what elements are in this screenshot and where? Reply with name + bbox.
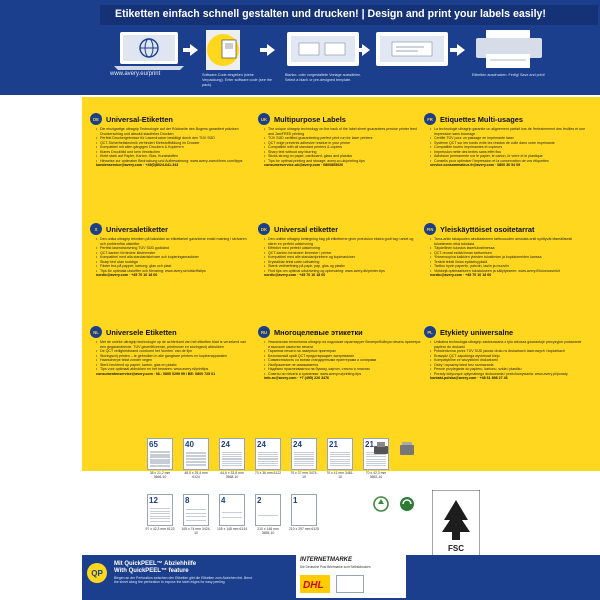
label-sheet-icon bbox=[147, 494, 173, 526]
product-dimensions: 97 x 42,3 mm 6123 bbox=[145, 527, 175, 531]
label-row-divider bbox=[330, 452, 350, 453]
label-row-divider bbox=[150, 508, 170, 509]
label-row-divider bbox=[258, 452, 278, 453]
corner-strip bbox=[0, 0, 100, 5]
label-row-divider bbox=[222, 456, 242, 457]
arrow-icon bbox=[267, 44, 275, 56]
feature-item: • Impression nette des textes sans effet flou bbox=[430, 150, 587, 155]
section-ru bbox=[258, 326, 421, 381]
copier-icon bbox=[398, 440, 416, 458]
labels-per-sheet: 24 bbox=[257, 440, 266, 449]
product-dimensions: 70 x 36 mm 6122 bbox=[254, 471, 282, 475]
feature-item: • Kompatibel med alle standardprintere og kopimaskiner bbox=[264, 255, 421, 260]
feature-item: • QCT edge prevents adhesive residue in your printer bbox=[264, 141, 421, 146]
quickpeel-title-en: With QuickPEEL™ feature bbox=[114, 568, 189, 574]
feature-item: • Изображение не смазывается bbox=[264, 363, 421, 368]
instructions-banner bbox=[100, 5, 598, 25]
section-fi bbox=[424, 223, 587, 278]
recycling-symbols bbox=[372, 495, 416, 525]
internetmarke-title: INTERNETMARKE bbox=[300, 557, 352, 563]
country-badge: FIN bbox=[424, 223, 436, 235]
product-item bbox=[145, 494, 175, 531]
country-badge: PL bbox=[424, 326, 436, 338]
label-row-divider bbox=[186, 513, 206, 514]
label-sheet-icon bbox=[255, 494, 281, 526]
product-dimensions: 38 x 21,2 mm 3666-10 bbox=[149, 471, 171, 479]
label-row-divider bbox=[150, 466, 170, 467]
arrow-icon bbox=[457, 44, 465, 56]
feature-item: • QCT-Sicherheitstechnik verhindert Klebstoffbildung im Drucker bbox=[96, 141, 253, 146]
step-caption: Etiketten ausdrucken. Fertig! Save and print! bbox=[472, 73, 545, 77]
quickpeel-title bbox=[114, 561, 196, 575]
label-row-divider bbox=[258, 515, 278, 516]
label-row-divider bbox=[186, 509, 206, 510]
product-item bbox=[181, 494, 211, 535]
label-row-divider bbox=[186, 516, 206, 517]
feature-item: • Unikalna technologia ultragrip zastosowana z tyłu arkusza gwarantuje precyzyjne podawanie papieru do drukarki bbox=[430, 340, 587, 349]
section-se bbox=[90, 223, 253, 278]
feature-item: • Système QCT sur les bords évite les résidus de colle dans votre imprimante bbox=[430, 141, 587, 146]
country-badge: UK bbox=[258, 113, 270, 125]
internetmarke-panel bbox=[296, 553, 406, 598]
feature-item: • Yhteensopiva kaikkien yleisten tulostimien ja kopiokoneiden kanssa bbox=[430, 255, 587, 260]
feature-item: • Stærk vedhæftning på papir, pap, glas og plastic bbox=[264, 264, 421, 269]
feature-list bbox=[264, 127, 421, 163]
contact-info: nordic@avery.com · +45 70 10 18 00 bbox=[96, 273, 158, 278]
label-row-divider bbox=[258, 459, 278, 460]
label-row-divider bbox=[222, 512, 242, 513]
contact-info: info-ru@avery.com · +7 (495) 226 3476 bbox=[264, 376, 330, 381]
design-screen-icon bbox=[374, 30, 454, 70]
feature-item: • Kompatibel mit allen gängigen Druckern & Kopierern bbox=[96, 145, 253, 150]
label-row-divider bbox=[294, 458, 314, 459]
compatibility-symbols bbox=[372, 440, 416, 470]
feature-item: • Совместимость со всеми стандартными принтерами и копирами bbox=[264, 358, 421, 363]
feature-item: • Sterk hechtend op papier, karton, glas en plastic bbox=[96, 363, 253, 368]
feature-item: • Met de unieke ultragrip technologie op de achterkant van het etiketten blad is verzekerd van een gegarandeerde, TÜV gecertificeerde, printinvoer en storingsvrij afdrukken bbox=[96, 340, 253, 349]
feature-item: • Certifié TÜV pour un passage en imprimante laser bbox=[430, 136, 587, 141]
label-row-divider bbox=[222, 465, 242, 466]
feature-item: • Kompatybilne ze wszystkimi drukarkami bbox=[430, 358, 587, 363]
product-item bbox=[181, 438, 211, 479]
section-dk bbox=[258, 223, 421, 278]
feature-item: • Täydellinen tulostus lasertulostimessa bbox=[430, 246, 587, 251]
labels-per-sheet: 40 bbox=[185, 440, 194, 449]
contact-info: kontakt-polska@avery.com · +48 61 898 27 46 bbox=[430, 376, 508, 381]
feature-item: • Adhésion permanente sur le papier, le carton, le verre et le plastique bbox=[430, 154, 587, 159]
product-item bbox=[253, 438, 283, 475]
product-item bbox=[325, 438, 355, 479]
product-item bbox=[145, 438, 175, 479]
feature-item: • Ostry i wyraźny tekst bez rozmazania bbox=[430, 363, 587, 368]
feature-item: • Pewne przyleganie do papieru, kartonu, szkła i plastiku bbox=[430, 367, 587, 372]
feature-item: • Compatible with all standard printers & copiers bbox=[264, 145, 421, 150]
feature-item: • De QCT veiligheidsrand voorkomt het 'klonten' van de lijm bbox=[96, 349, 253, 354]
feature-item: • Fäster bra på papper, kartong, glas och plast bbox=[96, 264, 253, 269]
feature-item: • Гарантия печати на лазерных принтерах bbox=[264, 349, 421, 354]
feature-item: • Уникальная технология ultragrip на подложке гарантирует бесперебойную печать принтера и высокое качество печати bbox=[264, 340, 421, 349]
label-row-divider bbox=[330, 463, 350, 464]
feature-list bbox=[96, 127, 253, 163]
feature-item: • Haarscherpe tekst zonder vegen bbox=[96, 358, 253, 363]
feature-item: • Den unikke ultragrip belægning bag på etiketterne giver præcision ekstra godt tag i arket og sikrer en perfekt udskrivning bbox=[264, 237, 421, 246]
label-row-divider bbox=[330, 461, 350, 462]
step-caption: Blanko- oder vorgestaltete Vorlage auswählen. Select a blank or pre-designed template. bbox=[285, 73, 362, 82]
contact-info: consumerservice-uk@avery.com · 0800805020 bbox=[264, 163, 344, 168]
product-dimensions: 70 x 42,3 mm 3652-10 bbox=[365, 471, 387, 479]
laser-printer-icon bbox=[372, 440, 390, 458]
feature-item: • Conseils pour optimiser l'impression et la conservation de vos étiquettes bbox=[430, 159, 587, 164]
label-row-divider bbox=[150, 516, 170, 517]
label-row-divider bbox=[186, 465, 206, 466]
feature-item: • Den unika ultragrip tekniken på baksidan av etikettarket garanterar exakt matning i skrivaren och problemfria utskrifter bbox=[96, 237, 253, 246]
label-row-divider bbox=[258, 458, 278, 459]
labels-per-sheet: 12 bbox=[149, 496, 158, 505]
section-title: Многоцелевые этикетки bbox=[274, 327, 363, 337]
labels-per-sheet: 4 bbox=[221, 496, 226, 505]
steps-row bbox=[100, 30, 600, 92]
recycle-icon bbox=[372, 495, 390, 513]
fsc-label: FSC bbox=[448, 544, 464, 553]
label-row-divider bbox=[258, 454, 278, 455]
feature-item: • Kompatibel med alla standardskrivare och kopieringsmaskiner bbox=[96, 255, 253, 260]
product-dimensions: 210 x 297 mm 6125 bbox=[289, 527, 319, 531]
feature-item: • Effektivt med perfekt udskrivning bbox=[264, 246, 421, 251]
feature-item: • Find tips om optimal udskrivning og opbevaring: www.avery.dk/printer-tips bbox=[264, 269, 421, 274]
product-dimensions: 210 x 148 mm 3655-10 bbox=[257, 527, 279, 535]
label-row-divider bbox=[222, 459, 242, 460]
section-pl bbox=[424, 326, 587, 381]
feature-item: • Tarttuu hyvin paperiin, pahviin, lasiin ja muoviin bbox=[430, 264, 587, 269]
product-item bbox=[289, 438, 319, 479]
feature-item: • Klebt stark auf Papier, Karton, Glas, Kunststoffen bbox=[96, 154, 253, 159]
feature-item: • Compatible toutes imprimantes et copieurs bbox=[430, 145, 587, 150]
top-instructions-band bbox=[0, 0, 600, 95]
label-row-divider bbox=[330, 465, 350, 466]
feature-list bbox=[430, 127, 587, 163]
feature-item: • The unique ultragrip technology on the back of the label sheet guarantees precise printer feed and JamFREE printing bbox=[264, 127, 421, 136]
section-uk bbox=[258, 113, 421, 168]
product-item bbox=[217, 438, 247, 479]
label-row-divider bbox=[294, 465, 314, 466]
feature-item: • Die einzigartige ultragrip Technologie auf der Rückseite des Bogens garantiert präzisen Druckerschlag und absolut staufreies Drucken bbox=[96, 127, 253, 136]
feature-item: • Безопасный край QCT предотвращает застревание bbox=[264, 354, 421, 359]
feature-item: • Perfekt Druckergebnisse für Laserdrucker bestätigt durch den TÜV SÜD bbox=[96, 136, 253, 141]
label-row-divider bbox=[150, 511, 170, 512]
label-row-divider bbox=[222, 452, 242, 453]
label-row-divider bbox=[186, 520, 206, 521]
step-caption: www.avery.eu/print bbox=[110, 71, 161, 77]
feature-list bbox=[264, 340, 421, 376]
section-title: Universele Etiketten bbox=[106, 327, 177, 337]
internetmarke-subtext: Die Deutsche Post Briefmarke zum Selbstdrucken bbox=[300, 565, 371, 569]
feature-item: • Krystalklar tekst uden udtværing bbox=[264, 260, 421, 265]
feature-list bbox=[96, 237, 253, 273]
product-dimensions: 48,5 x 25,4 mm 6124 bbox=[184, 471, 208, 479]
feature-item: • TÜV SÜD certified guaranteeing perfect print run for laser printers bbox=[264, 136, 421, 141]
label-row-divider bbox=[258, 463, 278, 464]
label-sheet-icon bbox=[183, 494, 209, 526]
feature-item: • La technologie ultragrip garantie un alignement parfait lors de l'entrainement des feuilles et une impression sans bourrage bbox=[430, 127, 587, 136]
section-title: Yleiskäyttöiset osoitetarrat bbox=[440, 224, 535, 234]
label-row-divider bbox=[330, 454, 350, 455]
product-dimensions: 64,6 x 33,8 mm 3658-10 bbox=[220, 471, 244, 479]
country-badge: FR bbox=[424, 113, 436, 125]
feature-item: • Klares Druckbild und kein Verwischen bbox=[96, 150, 253, 155]
feature-item: • Надёжно приклеиваются на бумагу, картон, стекло и пластик bbox=[264, 367, 421, 372]
label-sheet-icon bbox=[219, 494, 245, 526]
contact-info: nordic@avery.com · +45 70 10 18 00 bbox=[430, 273, 492, 278]
label-sheet-icon bbox=[327, 438, 353, 470]
section-de bbox=[90, 113, 253, 168]
label-sheet-icon bbox=[183, 438, 209, 470]
label-sheet-icon bbox=[219, 438, 245, 470]
label-row-divider bbox=[222, 461, 242, 462]
label-row-divider bbox=[222, 517, 242, 518]
labels-per-sheet: 21 bbox=[365, 440, 374, 449]
product-item bbox=[289, 494, 319, 531]
labels-per-sheet: 24 bbox=[293, 440, 302, 449]
labels-per-sheet: 1 bbox=[293, 496, 298, 505]
product-item bbox=[217, 494, 247, 531]
labels-per-sheet: 24 bbox=[221, 440, 230, 449]
product-dimensions: 70 x 41 mm 3481-10 bbox=[326, 471, 354, 479]
feature-item: • Tips for optimal printing and storage: avery.co.uk/printing-tips bbox=[264, 159, 421, 164]
label-row-divider bbox=[294, 454, 314, 455]
labels-per-sheet: 2 bbox=[257, 496, 262, 505]
feature-list bbox=[264, 237, 421, 273]
feature-item: • Krawędź QCT zapobiega wyciekowi kleju bbox=[430, 354, 587, 359]
feature-item: • Hinweise zur optimalen Bedruckung und Aufbewahrung: www.avery-zweckform.com/tipps bbox=[96, 159, 253, 164]
feature-item: • Tips voor optimaal afdrukken en het bewaren: www.avery.nl/printtips bbox=[96, 367, 253, 372]
dhl-logo-icon bbox=[300, 575, 330, 593]
label-sheet-icon bbox=[291, 494, 317, 526]
section-title: Universal etiketter bbox=[274, 224, 339, 234]
label-sheet-icon bbox=[147, 438, 173, 470]
section-title: Universal-Etiketten bbox=[106, 114, 173, 124]
feature-list bbox=[96, 340, 253, 372]
section-title: Universaletiketter bbox=[106, 224, 169, 234]
label-row-divider bbox=[258, 461, 278, 462]
section-title: Etykiety uniwersalne bbox=[440, 327, 514, 337]
feature-item: • Sticks strong on paper, cardboard, glass and plastics bbox=[264, 154, 421, 159]
label-row-divider bbox=[294, 452, 314, 453]
label-sheet-icon bbox=[291, 438, 317, 470]
feature-item: • QCT-kanten förhindrar klisterrester bbox=[96, 251, 253, 256]
product-dimensions: 105 x 74 mm 3424-10 bbox=[181, 527, 211, 535]
feature-item: • Tarra-arkin takapuolen ainutlaatuinen tarttuvuuden ansiosta arkit syöttyvät täsmällisesti tulostimeen eikä tukoksia bbox=[430, 237, 587, 246]
feature-item: • Porady dotyczące optymalnego drukowania i przechowywania: www.avery.pl/porady bbox=[430, 372, 587, 377]
section-title: Multipurpose Labels bbox=[274, 114, 346, 124]
feature-item: • Vinkkejä optimaaliseen tulostukseen ja säilytykseen: www.avery.fi/tulostusvinkit bbox=[430, 269, 587, 274]
feature-item: • Perfekt laserutskrivning TÜV SÜD godkänd bbox=[96, 246, 253, 251]
feature-item: • Tips för optimala utskrifter och förvaring: www.avery.se/utskriftstips bbox=[96, 269, 253, 274]
label-row-divider bbox=[150, 513, 170, 514]
section-fr bbox=[424, 113, 587, 168]
feature-item: • Советы по печати и хранению: www.avery.ru/printing-tips bbox=[264, 372, 421, 377]
monitor-templates-icon bbox=[285, 30, 365, 70]
label-row-divider bbox=[222, 458, 242, 459]
label-row-divider bbox=[222, 454, 242, 455]
country-badge: S bbox=[90, 223, 102, 235]
label-row-divider bbox=[222, 463, 242, 464]
product-dimensions: 105 x 148 mm 6134 bbox=[217, 527, 247, 531]
laptop-globe-icon bbox=[110, 30, 190, 70]
label-row-divider bbox=[330, 459, 350, 460]
arrow-icon bbox=[362, 44, 370, 56]
feature-item: • Sharp text without any blurring bbox=[264, 150, 421, 155]
banner-text: Etiketten einfach schnell gestalten und drucken! | Design and print your labels easily! bbox=[115, 8, 546, 20]
labels-per-sheet: 21 bbox=[329, 440, 338, 449]
product-item bbox=[253, 494, 283, 535]
label-row-divider bbox=[294, 461, 314, 462]
label-row-divider bbox=[258, 465, 278, 466]
arrow-icon bbox=[190, 44, 198, 56]
label-row-divider bbox=[330, 456, 350, 457]
svg-text:DHL: DHL bbox=[303, 580, 324, 591]
label-row-divider bbox=[294, 456, 314, 457]
feature-item: • QCT-reunat estää liiman tarttumisen bbox=[430, 251, 587, 256]
label-row-divider bbox=[294, 463, 314, 464]
stamp-sample-icon bbox=[336, 575, 364, 593]
section-nl bbox=[90, 326, 253, 376]
feature-item: • Terävä teksti ilman epäselvyyksiä bbox=[430, 260, 587, 265]
country-badge: NL bbox=[90, 326, 102, 338]
quickpeel-title-de: Mit QuickPEEL™ Abziehhilfe bbox=[114, 561, 197, 567]
contact-info: nordic@avery.com · +45 70 10 18 00 bbox=[264, 273, 326, 278]
country-badge: DE bbox=[90, 113, 102, 125]
label-row-divider bbox=[258, 456, 278, 457]
quickpeel-icon: QP bbox=[87, 563, 107, 583]
country-badge: RU bbox=[258, 326, 270, 338]
feature-item: • Skarp text utan suddiga bbox=[96, 260, 253, 265]
feature-list bbox=[430, 237, 587, 273]
printer-icon bbox=[472, 30, 552, 70]
contact-info: service.consommateur-fr@avery.com · 0800 36 54 09 bbox=[430, 163, 521, 168]
country-badge: DK bbox=[258, 223, 270, 235]
label-row-divider bbox=[294, 459, 314, 460]
product-dimensions: 70 x 37 mm 3474-10 bbox=[290, 471, 318, 479]
label-row-divider bbox=[150, 518, 170, 519]
feature-item: • Storingsvrij printen – te gebruiken in alle gangbare printers en kopieerapparaten bbox=[96, 354, 253, 359]
labels-per-sheet: 8 bbox=[185, 496, 190, 505]
contact-info: consumentenservice@avery.com · NL: 0800 0299 99 / BE: 0800 725 01 bbox=[96, 371, 216, 376]
feature-list bbox=[430, 340, 587, 376]
step-caption: Software-Code eingeben (siehe Verpackung). Enter software code (see the pack). bbox=[202, 73, 272, 87]
labels-per-sheet: 65 bbox=[149, 440, 158, 449]
feature-item: • Potwierdzona przez TÜV SÜD jakość druku w drukarkach laserowych i kopiarkach bbox=[430, 349, 587, 354]
label-sheet-icon bbox=[255, 438, 281, 470]
contact-info: kundenservice@avery.com · +49(0)8024-641-343 bbox=[96, 163, 179, 168]
green-dot-icon bbox=[398, 495, 416, 513]
feature-item: • QCT-kanten forhindrer limrester i printer bbox=[264, 251, 421, 256]
quickpeel-description: Biegen an der Perforation zwischen den Etiketten gibt die Etiketten zum Abziehen frei. Bend the sheet along the perforation to expose the label edges for easy peeling. bbox=[114, 576, 252, 585]
section-title: Etiquettes Multi-usages bbox=[440, 114, 523, 124]
label-row-divider bbox=[150, 521, 170, 522]
